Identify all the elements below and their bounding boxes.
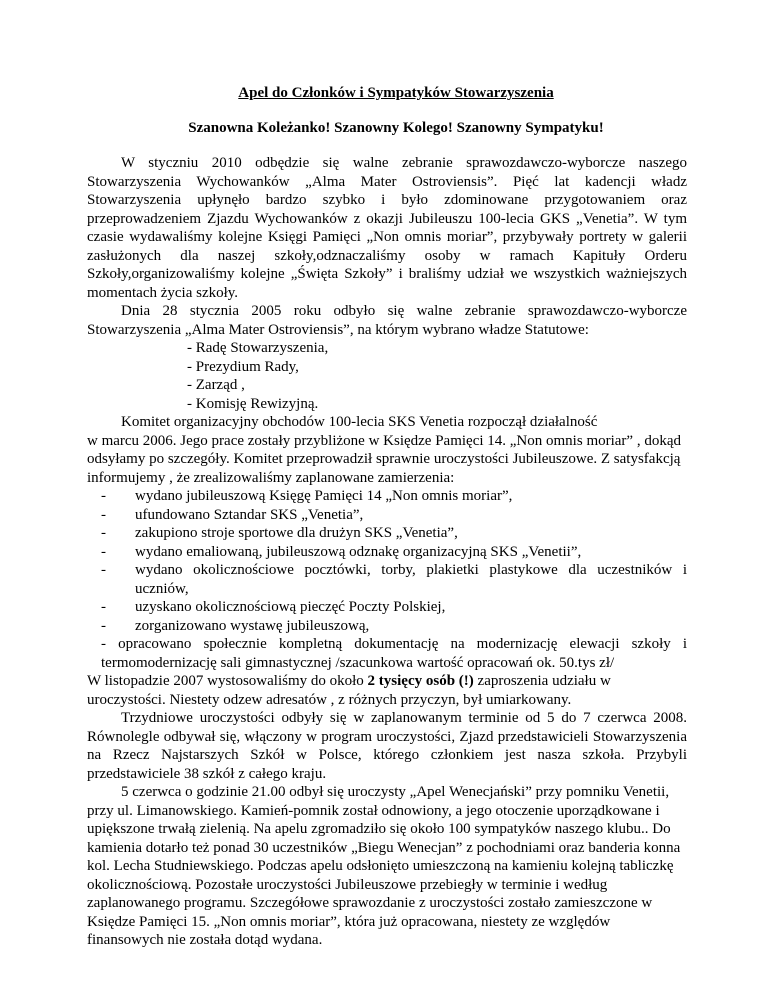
list-item-text: wydano okolicznościowe pocztówki, torby, plakietki plastykowe dla uczestników i uczniów, [135, 562, 687, 597]
list-item-text: ufundowano Sztandar SKS „Venetia”, [135, 506, 364, 523]
dash-marker: - [101, 543, 106, 560]
paragraph-committee: w marcu 2006. Jego prace zostały przybliżone w Księdze Pamięci 14. „Non omnis moriar” , dokąd odsyłamy po szczegóły. Komitet przeprowadził sprawnie uroczystości Jubileuszowe. Z satysfakcją informujemy , że zrealizowaliśmy zaplanowane zamierzenia: [87, 432, 681, 486]
list-item-text: wydano jubileuszową Księgę Pamięci 14 „Non omnis moriar”, [135, 488, 513, 504]
dash-marker: - [101, 525, 106, 541]
invitations-text-start: W listopadzie 2007 wystosowaliśmy do około [87, 673, 368, 689]
list-item-text: zakupiono stroje sportowe dla drużyn SKS „Venetia”, [135, 525, 458, 541]
list-item [87, 487, 687, 506]
list-item-text: zorganizowano wystawę jubileuszową, [135, 617, 370, 634]
list-item [87, 617, 687, 636]
dash-marker: - [101, 488, 106, 504]
dash-marker: - [101, 506, 106, 523]
dash-marker: - [101, 562, 106, 578]
paragraph-celebrations: Trzydniowe uroczystości odbyły się w zaplanowanym terminie od 5 do 7 czerwca 2008. Równolegle odbywał się, włączony w program uroczystości, Zjazd przedstawicieli Stowarzyszenia na Rzecz Najstarszych Szkół w Polsce, którego członkiem jest nasza szkoła. Przybyli przedstawiciele 38 szkół z całego kraju. [87, 710, 687, 782]
achievements-list [87, 487, 687, 672]
paragraph-intro: W styczniu 2010 odbędzie się walne zebranie sprawozdawczo-wyborcze naszego Stowarzyszenia Wychowanków „Alma Mater Ostroviensis”. Pięć lat kadencji władz Stowarzyszenia upłynęło bardzo szybko i było zdominowane przygotowaniem oraz przeprowadzeniem Zjazdu Wychowanków z okazji Jubileuszu 100-lecia GKS „Venetia”. W tym czasie wydawaliśmy kolejne Księgi Pamięci „Non omnis moriar”, przybywały portrety w galerii zasłużonych dla naszej szkoły,odznaczaliśmy osoby w ramach Kapituły Orderu Szkoły,organizowaliśmy kolejne „Święta Szkoły” i braliśmy udział we wszystkich ważniejszych momentach życia szkoły. [87, 155, 687, 301]
document-title: Apel do Członków i Sympatyków Stowarzyszenia [238, 85, 554, 101]
salutation: Szanowna Koleżanko! Szanowny Kolego! Szanowny Sympatyku! [188, 119, 604, 136]
list-item [87, 543, 687, 562]
paragraph-committee-first-line: Komitet organizacyjny obchodów 100-lecia SKS Venetia rozpoczął działalność [121, 414, 598, 430]
list-item: - Radę Stowarzyszenia, [187, 340, 329, 356]
dash-marker: - [101, 617, 106, 634]
list-item [87, 506, 687, 525]
list-item-text: uzyskano okolicznościową pieczęć Poczty Polskiej, [135, 599, 446, 615]
invitations-text-end: zaproszenia udziału w uroczystości. Niestety odzew adresatów , z różnych przyczyn, był umiarkowany. [87, 673, 611, 708]
dash-marker: - [101, 599, 106, 615]
invitations-count-bold: 2 tysięcy osób (!) [367, 673, 474, 689]
list-item [87, 524, 687, 543]
list-item: - Komisję Rewizyjną. [187, 395, 319, 412]
paragraph-invitations [87, 672, 687, 709]
list-item: - Zarząd , [187, 377, 245, 393]
list-item-last: - opracowano społecznie kompletną dokumentację na modernizację elewacji szkoły i termomodernizację sali gimnastycznej /szacunkowa wartość opracowań ok. 50.tys zł/ [101, 636, 687, 671]
list-item: - Prezydium Rady, [187, 358, 299, 375]
list-item-text: wydano emaliowaną, jubileuszową odznakę organizacyjną SKS „Venetii”, [135, 543, 582, 560]
document-body [87, 84, 687, 950]
list-item [87, 598, 687, 617]
paragraph-venetian-appeal: 5 czerwca o godzinie 21.00 odbył się uroczysty „Apel Wenecjański” przy pomniku Venetii, przy ul. Limanowskiego. Kamień-pomnik został odnowiony, a jego otoczenie uporządkowane i upiększone trwałą zielenią. Na apelu zgromadziło się około 100 sympatyków naszego klubu.. Do kamienia dotarło też ponad 30 uczestników „Biegu Wenecjan” z pochodniami oraz banderia konna kol. Lecha Studniewskiego. Podczas apelu odsłonięto umieszczoną na kamieniu kolejną tabliczkę okolicznościową. Pozostałe uroczystości Jubileuszowe przebiegły w terminie i według zaplanowanego programu. Szczegółowe sprawozdanie z uroczystości zostało zamieszczone w Księdze Pamięci 15. „Non omnis moriar”, która już opracowana, niestety ze względów finansowych nie została dotąd wydana. [87, 784, 681, 948]
paragraph-meeting-2005: Dnia 28 stycznia 2005 roku odbyło się walne zebranie sprawozdawczo-wyborcze Stowarzyszenia „Alma Mater Ostroviensis”, na którym wybrano władze Statutowe: [87, 303, 687, 338]
list-item [87, 561, 687, 598]
authorities-list [87, 339, 687, 413]
